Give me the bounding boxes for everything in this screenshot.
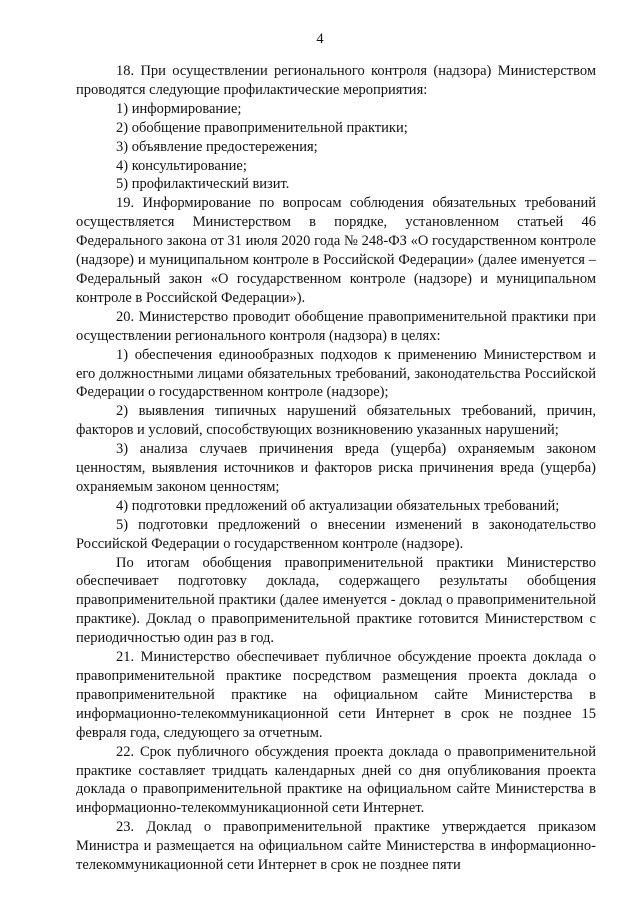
list-item-generalization: 2) обобщение правоприменительной практики; <box>116 119 408 136</box>
paragraph-20-item-3: 3) анализа случаев причинения вреда (ущерба) охраняемым законом ценностям, выявления источников и факторов риска причинения вреда (ущерба) охраняемым законом ценностям; <box>76 441 596 495</box>
list-item-consulting: 4) консультирование; <box>116 157 247 174</box>
paragraph-23: 23. Доклад о правоприменительной практике утверждается приказом Министра и размещается на официальном сайте Министерства в информационно-телекоммуникационной сети Интернет в срок не позднее пяти <box>76 819 596 874</box>
paragraph-22: 22. Срок публичного обсуждения проекта доклада о правоприменительной практике составляет тридцать календарных дней со дня опубликования проекта доклада о правоприменительной практике на официальном сайте Министерства в информационно-телекоммуникационной сети Интернет. <box>76 743 596 817</box>
list-item-visit: 5) профилактический визит. <box>116 176 290 193</box>
paragraph-20-item-4: 4) подготовки предложений об актуализации обязательных требований; <box>116 497 560 514</box>
paragraph-report-summary: По итогам обобщения правоприменительной практики Министерство обеспечивает подготовку доклада, содержащего результаты обобщения правоприменительной практики (далее именуется - доклад о правоприменительной практике). Доклад о правоприменительной практике готовится Министерством с периодичностью один раз в год. <box>76 554 596 647</box>
paragraph-20: 20. Министерство проводит обобщение правоприменительной практики при осуществлении регионального контроля (надзора) в целях: <box>76 308 596 344</box>
paragraph-20-item-1: 1) обеспечения единообразных подходов к применению Министерством и его должностными лицами обязательных требований, законодательства Российской Федерации о государственном контроле (надзоре); <box>76 346 596 401</box>
paragraph-20-item-2: 2) выявления типичных нарушений обязательных требований, причин, факторов и условий, способствующих возникновению указанных нарушений; <box>76 403 596 439</box>
paragraph-20-item-5: 5) подготовки предложений о внесении изменений в законодательство Российской Федерации о государственном контроле (надзоре). <box>76 516 596 552</box>
paragraph-18: 18. При осуществлении регионального контроля (надзора) Министерством проводятся следующие профилактические мероприятия: <box>76 63 596 98</box>
list-item-informing: 1) информирование; <box>116 100 242 117</box>
document-body <box>76 62 596 875</box>
page-number: 4 <box>316 31 324 47</box>
paragraph-19: 19. Информирование по вопросам соблюдения обязательных требований осуществляется Министерством в порядке, установленном статьей 46 Федерального закона от 31 июля 2020 года № 248-ФЗ «О государственном контроле (надзоре) и муниципальном контроле в Российской Федерации» (далее именуется – Федеральный закон «О государственном контроле (надзоре) и муниципальном контроле в Российской Федерации»). <box>76 195 596 306</box>
list-item-warning: 3) объявление предостережения; <box>116 138 318 155</box>
paragraph-21: 21. Министерство обеспечивает публичное обсуждение проекта доклада о правоприменительной практике посредством размещения проекта доклада о правоприменительной практике на официальном сайте Министерства в информационно-телекоммуникационной сети Интернет в срок не позднее 15 февраля года, следующего за отчетным. <box>76 649 596 741</box>
